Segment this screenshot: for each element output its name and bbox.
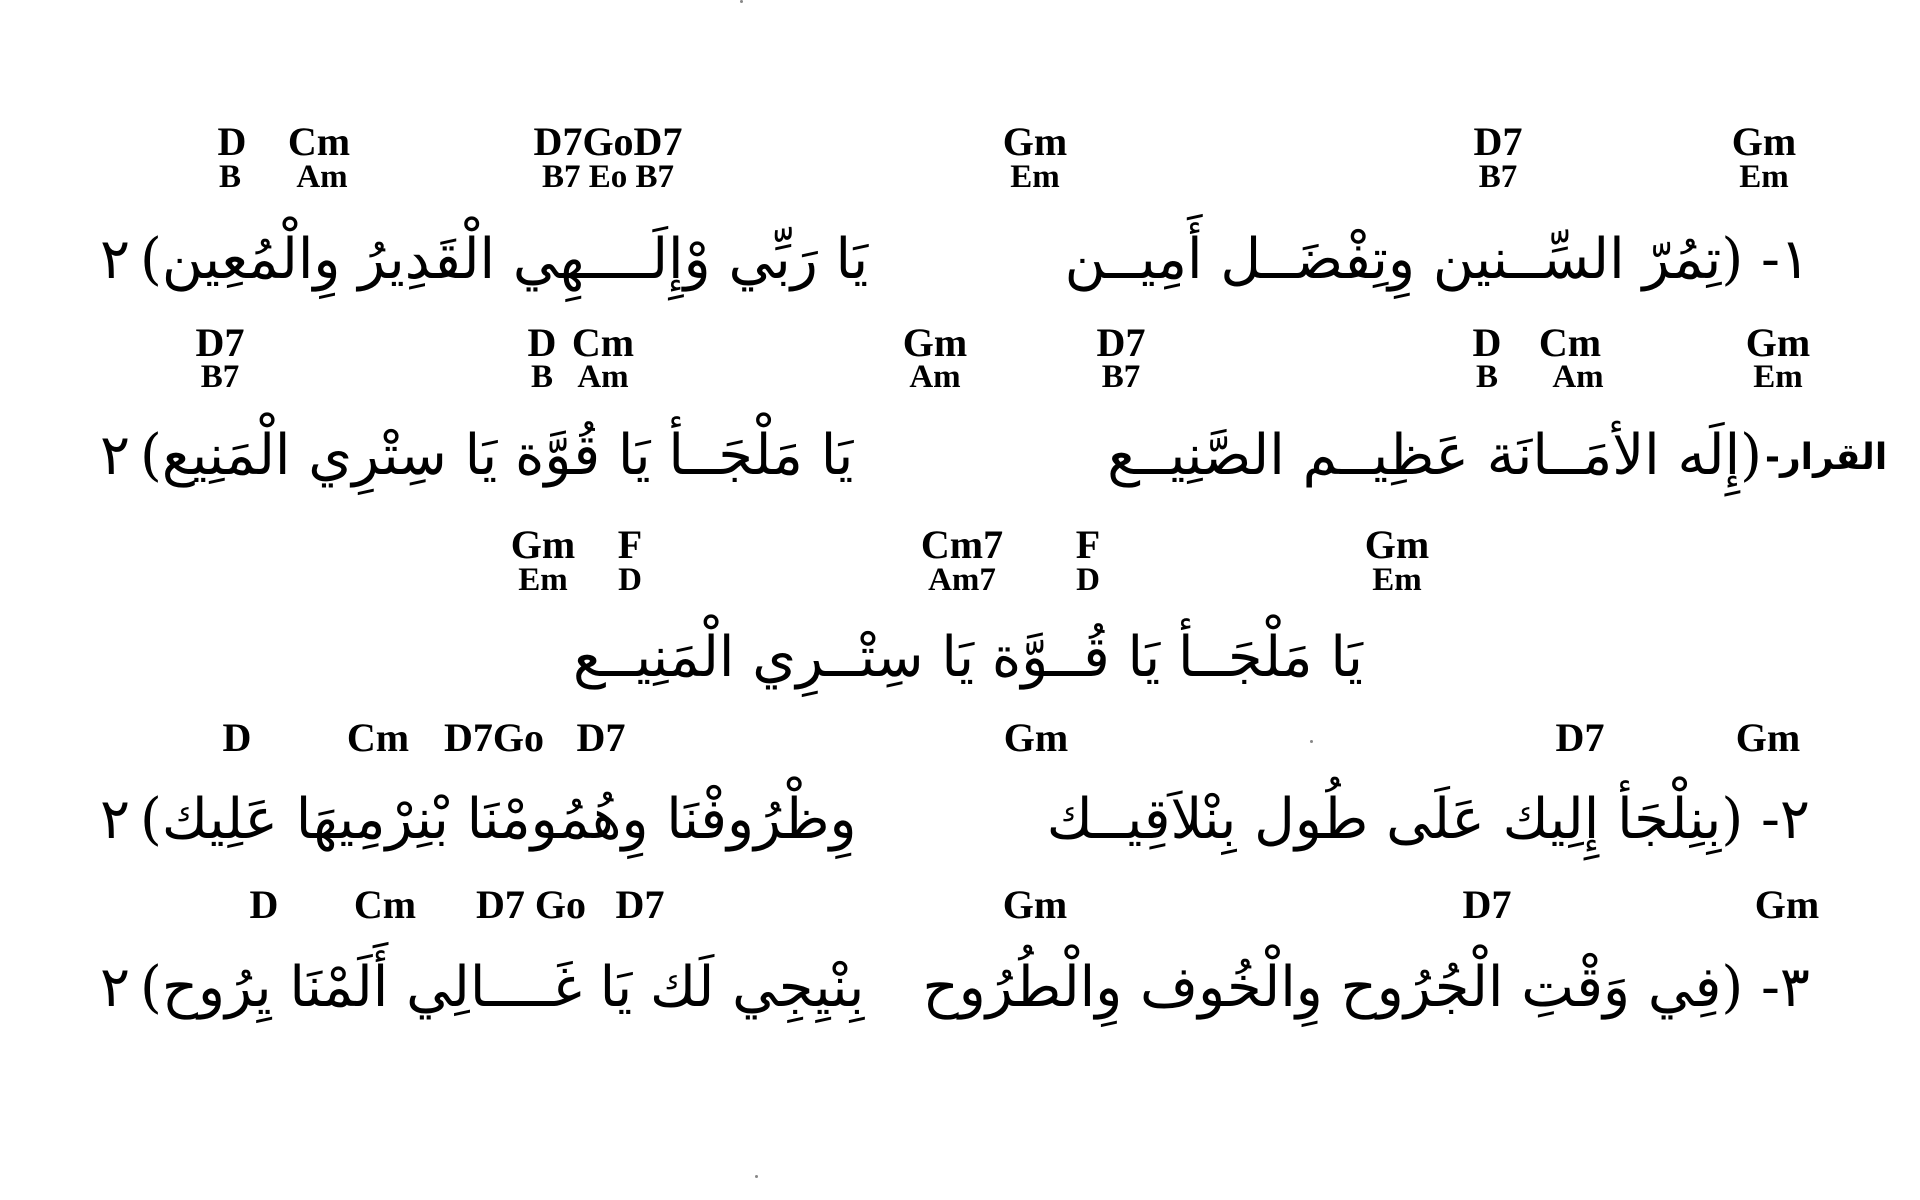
verse-3-right-lyric: ٣- (فِي وَقْتِ الْجُرُوح وِالْخُوف وِالْطُرُوح [922,955,1810,1020]
chord-alt: B7 [200,359,240,395]
chorus-left-lyric: يَا مَلْجَــأ يَا قُوَّة يَا سِتْرِي الْمَنِيع) [140,423,854,488]
chord: F [1075,522,1101,567]
verse-2-left-lyric: وِظْرُوفْنَا وِهُمُومْنَا بْنِرْمِيهَا عَلِيك) [140,787,857,852]
verse-1-left-lyric: يَا رَبِّي وْإِلَــــهِي الْقَدِيرُ وِالْمُعِين) [140,227,869,292]
chord-alt: Em [518,562,568,598]
chord: Cm [1538,320,1602,365]
chord-alt: B [530,359,554,395]
chord: Gm [1002,882,1068,927]
chorus-right-lyric: (إِلَه الأمَــانَة عَظِيــم الصَّنِيــع [1107,423,1762,488]
chord: D [1472,320,1502,365]
repeat-marker: ٢ [100,227,131,292]
chord: Cm7 [920,522,1004,567]
chord: D7 [1473,119,1523,164]
chord: Gm [902,320,968,365]
chord: D7 [195,320,245,365]
verse-1-right-lyric: ١- (تِمُرّ السِّــنين وِتِفْضَــل أَمِيــن [1064,227,1810,292]
chord-alt: B [218,159,242,195]
chord: Cm [353,882,417,927]
chord-alt: Am [296,159,348,195]
chord: Gm [1745,320,1811,365]
chord-alt: B7 [1101,359,1141,395]
chord: Gm [1003,715,1069,760]
chord-alt: Am [909,359,961,395]
verse-2-right-lyric: ٢- (بِنِلْجَأ إِلِيك عَلَى طُول بِنْلاَقِيــك [1046,787,1810,852]
chord: D7 [1555,715,1605,760]
chord: Gm [510,522,576,567]
chord-alt: D [618,562,642,598]
chord-alt: Am7 [928,562,996,598]
repeat-marker: ٢ [100,955,131,1020]
chord-alt: Am [577,359,629,395]
chord: F [617,522,643,567]
chord-alt: Em [1372,562,1422,598]
chord: Gm [1754,882,1820,927]
chord: D7 [1096,320,1146,365]
chorus-label: القرار- [1765,437,1888,478]
chord: D [217,119,247,164]
chord: D7GoD7 [533,119,683,164]
chord: Gm [1731,119,1797,164]
chord: D7Go [444,715,544,760]
repeat-marker: ٢ [100,787,131,852]
chord: D [527,320,557,365]
scan-speck [740,0,743,3]
chord-alt: B [1475,359,1499,395]
chord-alt: B7 Eo B7 [541,159,675,195]
chord-alt: Em [1010,159,1060,195]
scan-speck [755,1175,758,1178]
scan-speck [1310,740,1313,743]
chorus-tag-lyric: يَا مَلْجَــأ يَا قُــوَّة يَا سِتْــرِي الْمَنِيــع [573,625,1363,690]
chord: Gm [1002,119,1068,164]
chord-alt: D [1076,562,1100,598]
chord: D7 [1462,882,1512,927]
chord: D [249,882,279,927]
chord: D [222,715,252,760]
chord: D7 [615,882,665,927]
chord-alt: Am [1552,359,1604,395]
chord: Gm [1735,715,1801,760]
chord-alt: Em [1739,159,1789,195]
chord: D7 [576,715,626,760]
chord: Gm [1364,522,1430,567]
chord-alt: Em [1753,359,1803,395]
chord: Cm [346,715,410,760]
chord: Cm [571,320,635,365]
chord: Cm [287,119,351,164]
chord: D7 Go [476,882,586,927]
chord-alt: B7 [1478,159,1518,195]
repeat-marker: ٢ [100,423,131,488]
verse-3-left-lyric: بِنْيِجِي لَك يَا غَــــالِي أَلَمْنَا يِرُوح) [140,955,865,1020]
